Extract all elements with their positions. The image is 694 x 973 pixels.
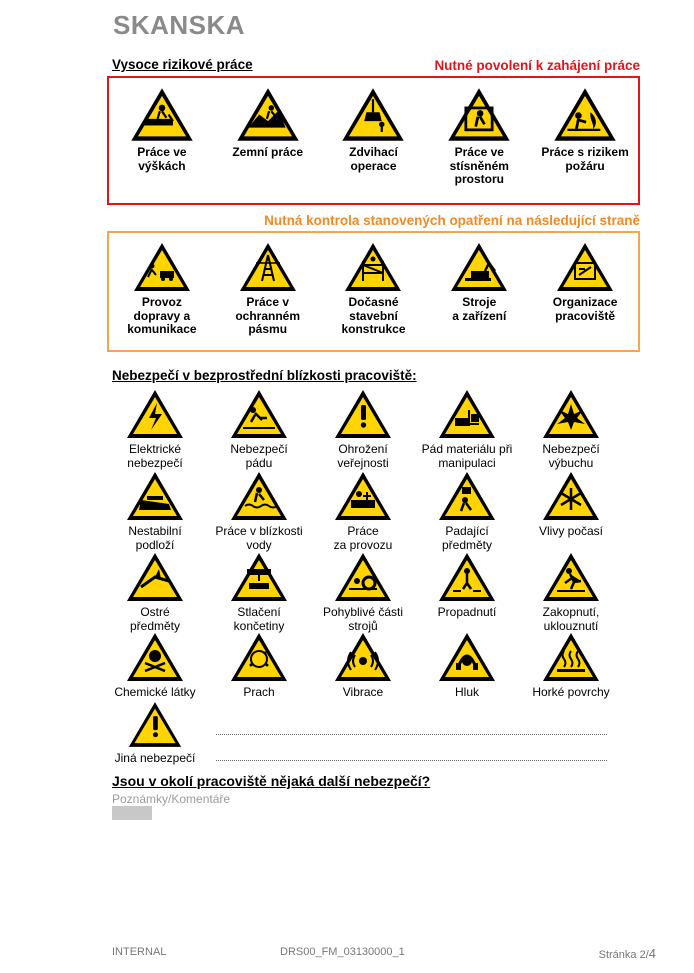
hazard-label: Práce za provozu: [333, 524, 393, 552]
hazard-item: [311, 631, 415, 700]
site-organization-icon: [555, 241, 615, 293]
hazard-label: Práce ve stísněném prostoru: [449, 145, 509, 186]
hazard-item: [103, 388, 207, 470]
hazard-label: Hluk: [454, 685, 479, 699]
hazard-item: [519, 470, 623, 552]
hazard-item: [415, 631, 519, 700]
temporary-structures-icon: [343, 241, 403, 293]
hazard-item: [311, 551, 415, 633]
hazard-item: [519, 388, 623, 470]
high-risk-box: [107, 76, 640, 205]
moving-parts-icon: [333, 551, 393, 603]
hazard-item: [109, 86, 215, 187]
fire-risk-icon: [552, 86, 618, 143]
live-operation-icon: [333, 470, 393, 522]
hazard-label: Dočasné stavební konstrukce: [341, 295, 406, 336]
hazard-label: Nebezpečí pádu: [230, 442, 288, 470]
protection-zone-icon: [238, 241, 298, 293]
other-hazard-line-1[interactable]: [216, 734, 607, 735]
unstable-ground-icon: [125, 470, 185, 522]
hazard-label: Horké povrchy: [532, 685, 610, 699]
hazard-item: [426, 86, 532, 187]
hazard-label: Vibrace: [342, 685, 384, 699]
explosion-icon: [541, 388, 601, 440]
lifting-operations-icon: [340, 86, 406, 143]
hazard-item: [215, 86, 321, 187]
electrical-hazard-icon: [125, 388, 185, 440]
notes-field[interactable]: [112, 806, 152, 820]
hazard-label: Ostré předměty: [129, 605, 181, 633]
hazard-label: Práce v ochranném pásmu: [235, 295, 301, 336]
hazard-label: Elektrické nebezpečí: [127, 442, 183, 470]
hazard-label: Pád materiálu při manipulaci: [421, 442, 513, 470]
high-risk-title: Vysoce rizikové práce: [112, 57, 253, 72]
traffic-icon: [132, 241, 192, 293]
machinery-icon: [449, 241, 509, 293]
hazard-item: [321, 241, 427, 337]
footer-classification: INTERNAL: [112, 946, 167, 958]
hazard-item: [103, 470, 207, 552]
work-at-height-icon: [129, 86, 195, 143]
hazard-label: Padající předměty: [441, 524, 493, 552]
controls-note: Nutná kontrola stanovených opatření na následující straně: [264, 213, 640, 228]
hazard-label: Zemní práce: [232, 145, 304, 159]
hazard-item: [207, 551, 311, 633]
hazard-item: [311, 470, 415, 552]
hazard-label: Práce v blízkosti vody: [215, 524, 303, 552]
hazard-label: Zdvihací operace: [349, 145, 398, 173]
hazard-label: Práce s rizikem požáru: [541, 145, 629, 173]
hazard-item: [103, 631, 207, 700]
falling-objects-icon: [437, 470, 497, 522]
hazard-item: [415, 470, 519, 552]
confined-space-icon: [446, 86, 512, 143]
controls-box: [107, 231, 640, 352]
hazard-label: Jiná nebezpečí: [114, 751, 196, 765]
hazard-label: Práce ve výškách: [137, 145, 187, 173]
hazard-item: [207, 470, 311, 552]
noise-icon: [437, 631, 497, 683]
hazard-item: [109, 241, 215, 337]
hazard-label: Stroje a zařízení: [452, 295, 507, 323]
dust-icon: [229, 631, 289, 683]
hazard-item: [426, 241, 532, 337]
hazard-label: Prach: [243, 685, 275, 699]
other-hazard-line-2[interactable]: [216, 760, 607, 761]
hot-surface-icon: [541, 631, 601, 683]
forklift-load-icon: [437, 388, 497, 440]
vibration-icon: [333, 631, 393, 683]
hazard-label: Chemické látky: [114, 685, 196, 699]
additional-hazards-question: Jsou v okolí pracoviště nějaká další nebezpečí?: [112, 773, 431, 789]
permit-required-note: Nutné povolení k zahájení práce: [434, 58, 640, 73]
page-total: 4: [648, 946, 656, 961]
trip-slip-icon: [541, 551, 601, 603]
hazard-label: Ohrožení veřejnosti: [337, 442, 389, 470]
hazard-label: Zakopnutí, uklouznutí: [542, 605, 600, 633]
hazard-item: [321, 86, 427, 187]
hazard-item: [415, 551, 519, 633]
hazard-item: [207, 388, 311, 470]
hazard-item: [519, 631, 623, 700]
fall-hazard-icon: [229, 388, 289, 440]
hazard-label: Nebezpečí výbuchu: [542, 442, 600, 470]
hazard-label: Pohyblivé části strojů: [322, 605, 404, 633]
snowflake-icon: [541, 470, 601, 522]
hazard-item: [519, 551, 623, 633]
hazard-label: Provoz dopravy a komunikace: [127, 295, 197, 336]
hazard-item: [532, 86, 638, 187]
footer-page-number: [599, 946, 656, 961]
footer-document-code: DRS00_FM_03130000_1: [280, 946, 405, 958]
skanska-logo: SKANSKA: [113, 10, 246, 40]
hazard-label: Organizace pracoviště: [552, 295, 618, 323]
page-prefix: Stránka 2/: [598, 949, 649, 961]
hazard-item: [311, 388, 415, 470]
hazard-item: [103, 700, 207, 766]
hazard-item: [415, 388, 519, 470]
hazard-item: [215, 241, 321, 337]
exclamation-icon: [333, 388, 393, 440]
exclamation-icon: [127, 700, 183, 749]
skull-crossbones-icon: [125, 631, 185, 683]
hazard-label: Vlivy počasí: [538, 524, 604, 538]
fall-through-icon: [437, 551, 497, 603]
water-hazard-icon: [229, 470, 289, 522]
hazard-item: [207, 631, 311, 700]
notes-label: Poznámky/Komentáře: [112, 792, 231, 806]
hazard-item: [103, 551, 207, 633]
hazard-label: Propadnutí: [437, 605, 497, 619]
hazard-item: [532, 241, 638, 337]
crushing-hand-icon: [229, 551, 289, 603]
other-hazard: [103, 700, 207, 766]
hazard-label: Stlačení končetiny: [233, 605, 285, 633]
sharp-objects-icon: [125, 551, 185, 603]
hazard-label: Nestabilní podloží: [128, 524, 182, 552]
excavation-icon: [235, 86, 301, 143]
nearby-hazards-title: Nebezpečí v bezprostřední blízkosti pracoviště:: [112, 368, 417, 383]
